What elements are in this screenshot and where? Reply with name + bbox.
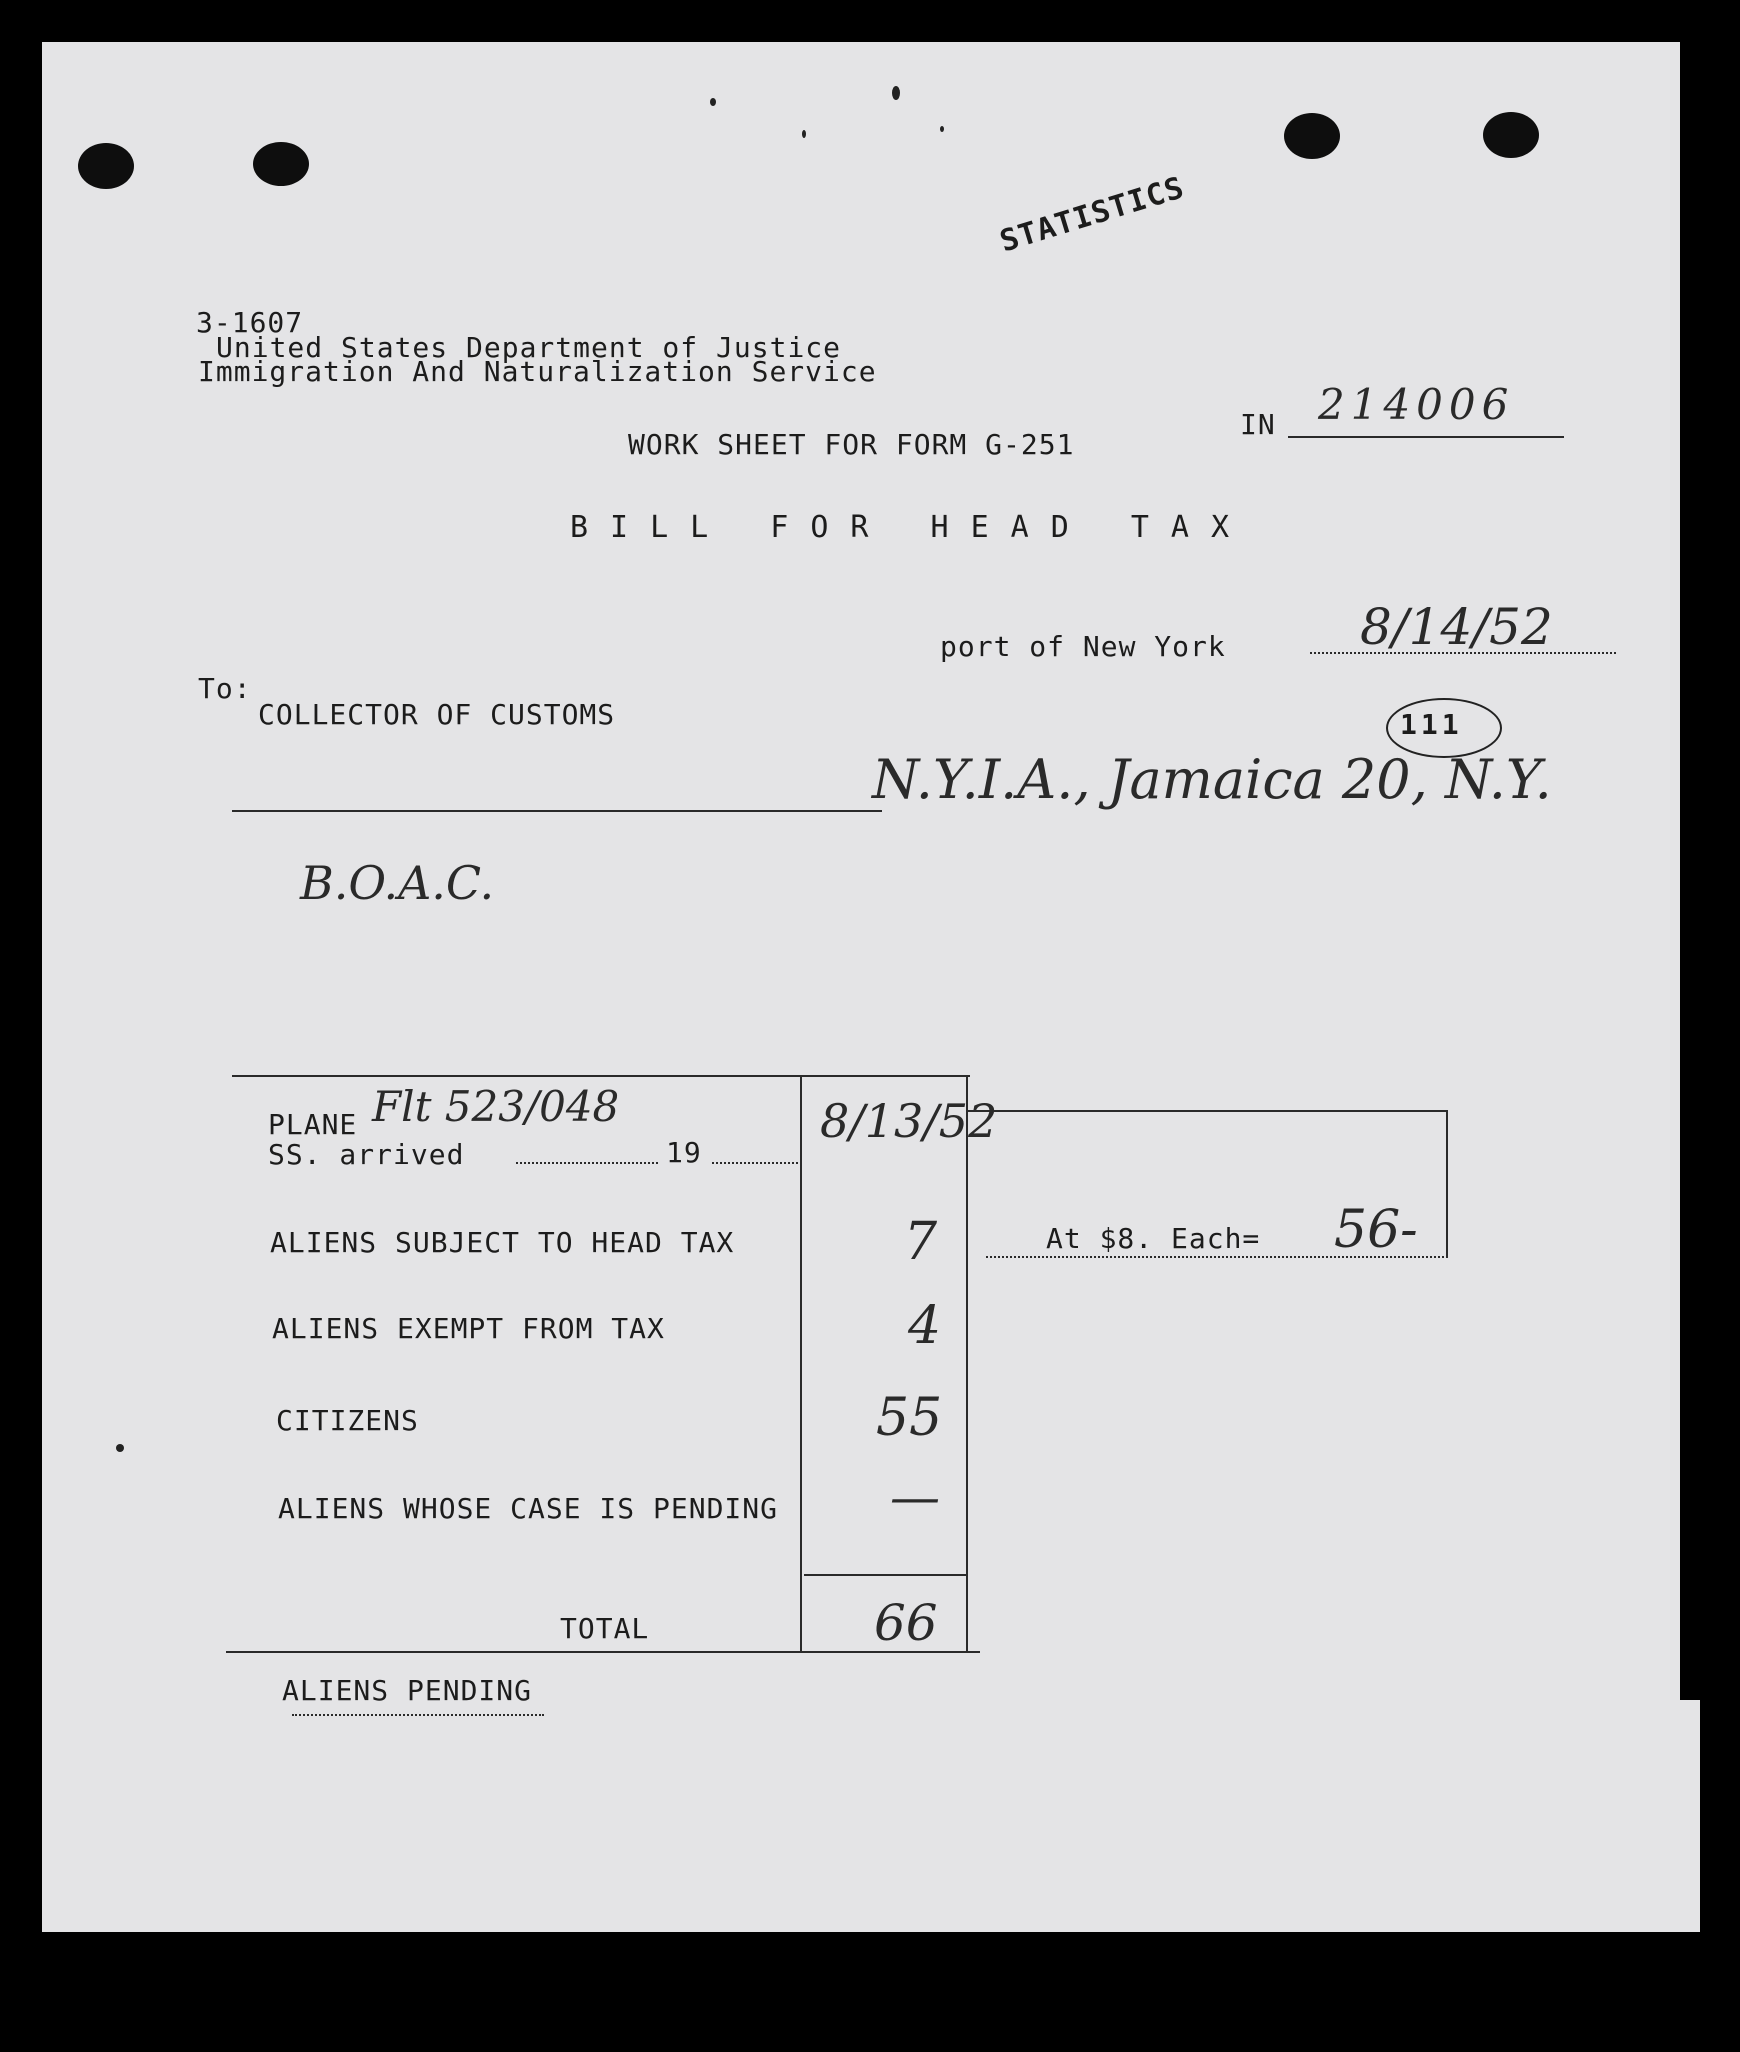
punch-hole-3 [1284,113,1340,159]
collector-of-customs: COLLECTOR OF CUSTOMS [258,698,616,731]
location-handwritten: N.Y.I.A., Jamaica 20, N.Y. [872,748,1552,811]
circled-number: 111 [1400,708,1463,741]
bill-title: BILL FOR HEAD TAX [570,510,1252,545]
statistics-stamp: STATISTICS [996,170,1189,260]
total-top-rule [804,1574,966,1576]
year-line [712,1162,798,1164]
speck [710,98,716,106]
row-value-aliens-pending-case: — [890,1468,940,1526]
year-prefix: 19 [666,1136,702,1169]
table-divider-right [966,1075,968,1653]
port-label: port of New York [940,630,1226,663]
total-label: TOTAL [560,1612,650,1645]
row-value-citizens: 55 [876,1388,943,1448]
address-line [232,810,882,812]
speck [116,1444,124,1452]
in-number-line [1288,436,1564,438]
table-bottom-rule [226,1651,980,1653]
speck [802,130,806,138]
rate-box-right [1446,1110,1448,1258]
aliens-pending-underline [292,1714,544,1716]
flight-handwritten: Flt 523/048 [372,1082,620,1131]
form-code: 3-1607 [196,306,304,339]
punch-hole-4 [1483,112,1539,158]
arrival-date-handwritten: 8/13/52 [820,1094,998,1148]
in-label: IN [1240,408,1276,441]
department-name: United States Department of Justice [216,331,842,364]
speck [892,86,900,100]
table-divider-left [800,1075,802,1653]
arrived-line [516,1162,658,1164]
total-value-handwritten: 66 [874,1594,938,1652]
in-number: 214006 [1318,380,1515,429]
rate-total-handwritten: 56- [1334,1200,1418,1260]
plane-label: PLANE [268,1108,358,1141]
table-top-rule [232,1075,970,1077]
ss-arrived-label: SS. arrived [268,1138,465,1171]
row-value-aliens-subject: 7 [904,1212,938,1272]
aliens-pending-label: ALIENS PENDING [282,1674,533,1707]
to-label: To: [198,672,252,705]
row-label-aliens-pending-case: ALIENS WHOSE CASE IS PENDING [278,1492,779,1525]
rate-box-top [966,1110,1446,1112]
port-date: 8/14/52 [1360,598,1553,656]
service-name: Immigration And Naturalization Service [198,355,877,388]
punch-hole-2 [253,142,309,186]
form-title: WORK SHEET FOR FORM G-251 [628,428,1075,461]
rate-label: At $8. Each= [1046,1222,1261,1255]
punch-hole-1 [78,143,134,189]
speck [940,126,944,132]
carrier-handwritten: B.O.A.C. [300,856,495,910]
paper-sheet-lower [60,1700,1700,1932]
row-label-aliens-subject: ALIENS SUBJECT TO HEAD TAX [270,1226,735,1259]
row-label-aliens-exempt: ALIENS EXEMPT FROM TAX [272,1312,665,1345]
row-label-citizens: CITIZENS [276,1404,419,1437]
row-value-aliens-exempt: 4 [908,1296,942,1356]
